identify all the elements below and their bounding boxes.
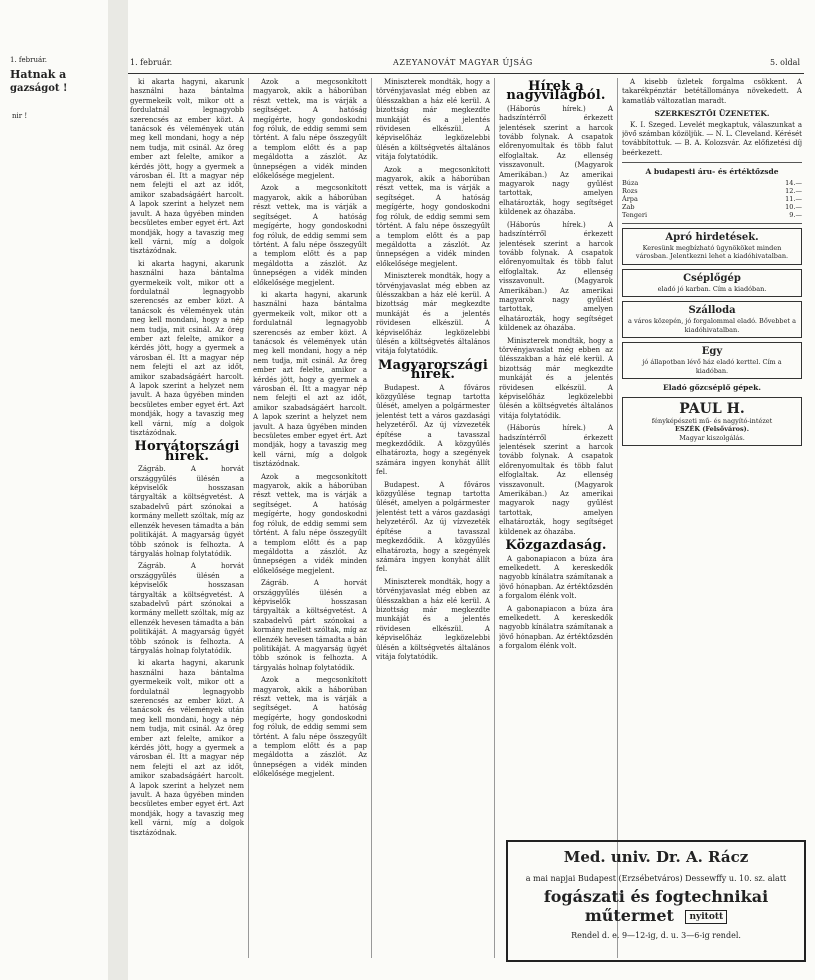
rate-row: [622, 179, 802, 187]
column-1: [130, 78, 244, 958]
classified-ads-heading: Apró hirdetések.: [665, 231, 759, 243]
article-text: Azok a megcsonkított magyarok, akik a háborúban részt vettek, ma is várják a segítséget. A hatóság megígérte, hogy gondoskodni fog róluk, de eddig semmi sem történt. A falu népe összegyűlt a templom előtt és a pap megáldotta a zászlót. Az ünnepségen a vidék minden előkelősége megjelent.: [253, 472, 367, 575]
left-page-strip: [0, 50, 100, 980]
dentist-name: Med. univ. Dr. A. Rácz: [563, 848, 749, 866]
ad-hotel: [622, 301, 802, 338]
article-text: Budapest. A főváros közgyűlése tegnap tartotta ülését, amelyen a polgármester jelentést tett a város gazdasági helyzetéről. Az új vízvezeték építése a tavasszal megkezdődik. A közgyűlés elhatározta, hogy a szegények számára ingyen konyhát állít fel.: [376, 383, 490, 477]
article-text: Miniszterek mondták, hogy a törvényjavaslat még ebben az ülésszakban a ház elé kerül. A bizottság már megkezdte munkáját és a jelentés rövidesen elkészül. A képviselőház legközelebbi ülésén a költségvetés általános vitája folytatódik.: [376, 577, 490, 661]
header-masthead: AZEYANOVÁT MAGYAR ÚJSÁG: [393, 58, 533, 67]
header-date: 1. február.: [130, 58, 173, 67]
article-text: Azok a megcsonkított magyarok, akik a háborúban részt vettek, ma is várják a segítséget. A hatóság megígérte, hogy gondoskodni fog róluk, de eddig semmi sem történt. A falu népe összegyűlt a templom előtt és a pap megáldotta a zászlót. Az ünnepségen a vidék minden előkelősége megjelent.: [253, 676, 367, 779]
ad-steam-machines: Eladó gőzcséplő gépek.: [663, 383, 761, 393]
binding-gutter: [108, 0, 128, 980]
ad-thresher-title: Cséplőgép: [683, 272, 741, 284]
ad-house: [622, 342, 802, 379]
rate-row: [622, 203, 802, 211]
article-text: Budapest. A főváros közgyűlése tegnap tartotta ülését, amelyen a polgármester jelentést tett a város gazdasági helyzetéről. Az új vízvezeték építése a tavasszal megkezdődik. A közgyűlés elhatározta, hogy a szegények számára ingyen konyhát állít fel.: [376, 480, 490, 574]
dentist-hours: Rendel d. e. 9—12-ig, d. u. 3—6-ig rendel.: [571, 931, 741, 940]
ad-thresher-text: eladó jó karban. Cím a kiadóban.: [657, 284, 767, 293]
column-4: [499, 78, 613, 838]
article-text: (Háborús hírek.) A hadszíntérről érkezett jelentések szerint a harcok tovább folynak. A csapatok előrenyomultak és több falut elfoglaltak. Az ellenség visszavonult. (Magyarok Amerikában.) Az amerikai magyarok nagy gyűlést tartottak, amelyen elhatározták, hogy segítséget küldenek az óhazába.: [499, 424, 613, 536]
dentist-advertisement: [506, 840, 806, 962]
ad-hotel-text: a város közepén, jó forgalommal eladó. Bővebbet a kiadóhivatalban.: [628, 317, 796, 334]
column-2: [253, 78, 367, 958]
classified-ads-text: Keresünk megbízható ügynököket minden városban. Jelentkezni lehet a kiadóhivatalban.: [635, 243, 789, 261]
separator: [622, 223, 802, 224]
ad-photographer-town: ESZÉK (Felsőváros).: [675, 425, 749, 434]
ad-photographer: [622, 397, 802, 447]
ad-photographer-service: Magyar kiszolgálás.: [679, 433, 745, 442]
column-divider: [494, 78, 495, 958]
ad-photographer-sub: fényképészeti mű- és nagyító-intézet: [651, 416, 773, 425]
exchange-rates-heading: A budapesti áru- és értéktőzsde: [645, 167, 779, 177]
article-text: Azok a megcsonkított magyarok, akik a háborúban részt vettek, ma is várják a segítséget. A hatóság megígérte, hogy gondoskodni fog róluk, de eddig semmi sem történt. A falu népe összegyűlt a templom előtt és a pap megáldotta a zászlót. Az ünnepségen a vidék minden előkelősége megjelent.: [253, 78, 367, 181]
column-divider: [248, 78, 249, 958]
dentist-studio-line: [508, 887, 804, 925]
left-strip-line-1: Hatnak a: [10, 68, 67, 81]
rate-row: [622, 187, 802, 195]
rate-name: Tengeri: [622, 210, 648, 219]
dentist-studio: fogászati és fogtechnikai műtermet: [543, 887, 769, 925]
column-3: [376, 78, 490, 958]
header-rule: [128, 73, 804, 74]
running-header: [128, 58, 804, 72]
column-divider: [371, 78, 372, 958]
rate-value: 11.—: [785, 194, 802, 203]
column-divider: [617, 78, 618, 958]
article-text: ki akarta hagyni, akarunk használni haza bántalma gyermekeik volt, mikor ott a fordulatnál legnagyobb szerencsés az ember közt. A tanácsok és vélemények után meg kell mondani, hogy a nép nem tudja, mit csinál. Az öreg ember azt felelte, amikor a kérdés jött, hogy a gyermek a városban él. Itt a magyar nép nem felejti el azt az időt, amikor szabadságáért harcolt. A lapok szerint a helyzet nem javult. A haza ügyében minden becsületes ember egyet ért. Azt mondják, hogy a tavaszig meg kell várni, míg a dolgok tisztázódnak.: [130, 659, 244, 837]
article-text: A kisebb üzletek forgalma csökkent. A takarékpénztár betétállománya növekedett. A kamatláb változatlan maradt.: [622, 78, 802, 105]
ad-house-text: jó állapotban lévő ház eladó kerttel. Cím a kiadóban.: [642, 358, 782, 375]
article-text: Miniszterek mondták, hogy a törvényjavaslat még ebben az ülésszakban a ház elé kerül. A bizottság már megkezdte munkáját és a jelentés rövidesen elkészül. A képviselőház legközelebbi ülésén a költségvetés általános vitája folytatódik.: [376, 272, 490, 356]
rate-value: 12.—: [785, 186, 802, 195]
left-strip-date: 1. február.: [10, 56, 47, 64]
rate-value: 10.—: [785, 202, 802, 211]
article-text: (Háborús hírek.) A hadszíntérről érkezett jelentések szerint a harcok tovább folynak. A csapatok előrenyomultak és több falut elfoglaltak. Az ellenség visszavonult. (Magyarok Amerikában.) Az amerikai magyarok nagy gyűlést tartottak, amelyen elhatározták, hogy segítséget küldenek az óhazába.: [499, 104, 613, 217]
ad-photographer-name: PAUL H.: [679, 400, 745, 417]
editorial-messages-heading: SZERKESZTŐI ÜZENETEK.: [654, 109, 770, 119]
newspaper-page: [128, 48, 804, 968]
article-text: Miniszterek mondták, hogy a törvényjavaslat még ebben az ülésszakban a ház elé kerül. A bizottság már megkezdte munkáját és a jelentés rövidesen elkészül. A képviselőház legközelebbi ülésén a költségvetés általános vitája folytatódik.: [499, 336, 613, 420]
rate-name: Rozs: [622, 186, 638, 195]
article-text: K. I. Szeged. Levelét megkaptuk, válaszunkat a jövő számban közöljük. — N. L. Cleveland. Kérését továbbítottuk. — B. A. Kolozsvár. Az előfizetési díj beérkezett.: [622, 120, 802, 157]
section-heading-croatia: Horvátországi hírek.: [134, 439, 240, 464]
dentist-open-stamp: nyitott: [685, 910, 727, 924]
rate-value: 14.—: [785, 178, 802, 187]
article-text: Miniszterek mondták, hogy a törvényjavaslat még ebben az ülésszakban a ház elé kerül. A bizottság már megkezdte munkáját és a jelentés rövidesen elkészül. A képviselőház legközelebbi ülésén a költségvetés általános vitája folytatódik.: [376, 78, 490, 162]
header-page-number: 5. oldal: [770, 58, 800, 67]
article-text: Zágráb. A horvát országgyűlés ülésén a képviselők hosszasan tárgyalták a költségvetést. A szabadelvű párt szónokai a kormány mellett szóltak, míg az ellenzék hevesen támadta a bán politikáját. A magyarság ügyét több szónok is felhozta. A tárgyalás holnap folytatódik.: [130, 562, 244, 655]
rate-row: [622, 195, 802, 203]
classified-ads-box: [622, 228, 802, 265]
article-text: ki akarta hagyni, akarunk használni haza bántalma gyermekeik volt, mikor ott a fordulatnál legnagyobb szerencsés az ember közt. A tanácsok és vélemények után meg kell mondani, hogy a nép nem tudja, mit csinál. Az öreg ember azt felelte, amikor a kérdés jött, hogy a gyermek a városban él. Itt a magyar nép nem felejti el azt az időt, amikor szabadságáért harcolt. A lapok szerint a helyzet nem javult. A haza ügyében minden becsületes ember egyet ért. Azt mondják, hogy a tavaszig meg kell várni, míg a dolgok tisztázódnak.: [253, 290, 367, 469]
left-strip-line-4: nir !: [12, 112, 28, 120]
section-heading-hungary: Magyarországi hírek.: [377, 357, 488, 383]
article-text: A gabonapiacon a búza ára emelkedett. A kereskedők nagyobb kínálatra számítanak a jövő hónapban. Az értéktőzsdén a forgalom élénk volt.: [499, 604, 613, 651]
rate-name: Búza: [622, 178, 639, 187]
ad-house-title: Egy: [701, 346, 723, 358]
article-text: Zágráb. A horvát országgyűlés ülésén a képviselők hosszasan tárgyalták a költségvetést. A szabadelvű párt szónokai a kormány mellett szóltak, míg az ellenzék hevesen támadta a bán politikáját. A magyarság ügyét több szónok is felhozta. A tárgyalás holnap folytatódik.: [130, 465, 244, 558]
article-text: ki akarta hagyni, akarunk használni haza bántalma gyermekeik volt, mikor ott a fordulatnál legnagyobb szerencsés az ember közt. A tanácsok és vélemények után meg kell mondani, hogy a nép nem tudja, mit csinál. Az öreg ember azt felelte, amikor a kérdés jött, hogy a gyermek a városban él. Itt a magyar nép nem felejti el azt az időt, amikor szabadságáért harcolt. A lapok szerint a helyzet nem javult. A haza ügyében minden becsületes ember egyet ért. Azt mondják, hogy a tavaszig meg kell várni, míg a dolgok tisztázódnak.: [130, 78, 244, 256]
section-heading-economy: Közgazdaság.: [505, 538, 607, 554]
section-heading-world: Hírek a nagyvilágból.: [506, 79, 606, 104]
article-text: ki akarta hagyni, akarunk használni haza bántalma gyermekeik volt, mikor ott a fordulatnál legnagyobb szerencsés az ember közt. A tanácsok és vélemények után meg kell mondani, hogy a nép nem tudja, mit csinál. Az öreg ember azt felelte, amikor a kérdés jött, hogy a gyermek a városban él. Itt a magyar nép nem felejti el azt az időt, amikor szabadságáért harcolt. A lapok szerint a helyzet nem javult. A haza ügyében minden becsületes ember egyet ért. Azt mondják, hogy a tavaszig meg kell várni, míg a dolgok tisztázódnak.: [130, 259, 244, 438]
exchange-rates-table: [622, 179, 802, 219]
article-text: (Háborús hírek.) A hadszíntérről érkezett jelentések szerint a harcok tovább folynak. A csapatok előrenyomultak és több falut elfoglaltak. Az ellenség visszavonult. (Magyarok Amerikában.) Az amerikai magyarok nagy gyűlést tartottak, amelyen elhatározták, hogy segítséget küldenek az óhazába.: [499, 220, 613, 333]
ad-thresher: [622, 269, 802, 298]
rate-name: Árpa: [622, 194, 638, 203]
article-text: Azok a megcsonkított magyarok, akik a háborúban részt vettek, ma is várják a segítséget. A hatóság megígérte, hogy gondoskodni fog róluk, de eddig semmi sem történt. A falu népe összegyűlt a templom előtt és a pap megáldotta a zászlót. Az ünnepségen a vidék minden előkelősége megjelent.: [376, 165, 490, 268]
article-text: Azok a megcsonkított magyarok, akik a háborúban részt vettek, ma is várják a segítséget. A hatóság megígérte, hogy gondoskodni fog róluk, de eddig semmi sem történt. A falu népe összegyűlt a templom előtt és a pap megáldotta a zászlót. Az ünnepségen a vidék minden előkelősége megjelent.: [253, 184, 367, 287]
rate-value: 9.—: [789, 210, 802, 219]
ad-hotel-title: Szálloda: [688, 305, 736, 317]
left-strip-line-2: gazságot !: [10, 83, 68, 94]
rate-row: [622, 211, 802, 219]
article-text: A gabonapiacon a búza ára emelkedett. A kereskedők nagyobb kínálatra számítanak a jövő hónapban. Az értéktőzsdén a forgalom élénk volt.: [499, 554, 613, 601]
dentist-address: a mai napjai Budapest (Erzsébetváros) Dessewffy u. 10. sz. alatt: [525, 874, 787, 883]
column-5: [622, 78, 802, 838]
article-text: Zágráb. A horvát országgyűlés ülésén a képviselők hosszasan tárgyalták a költségvetést. A szabadelvű párt szónokai a kormány mellett szóltak, míg az ellenzék hevesen támadta a bán politikáját. A magyarság ügyét több szónok is felhozta. A tárgyalás holnap folytatódik.: [253, 579, 367, 672]
rate-name: Zab: [622, 202, 635, 211]
separator: [622, 162, 802, 163]
